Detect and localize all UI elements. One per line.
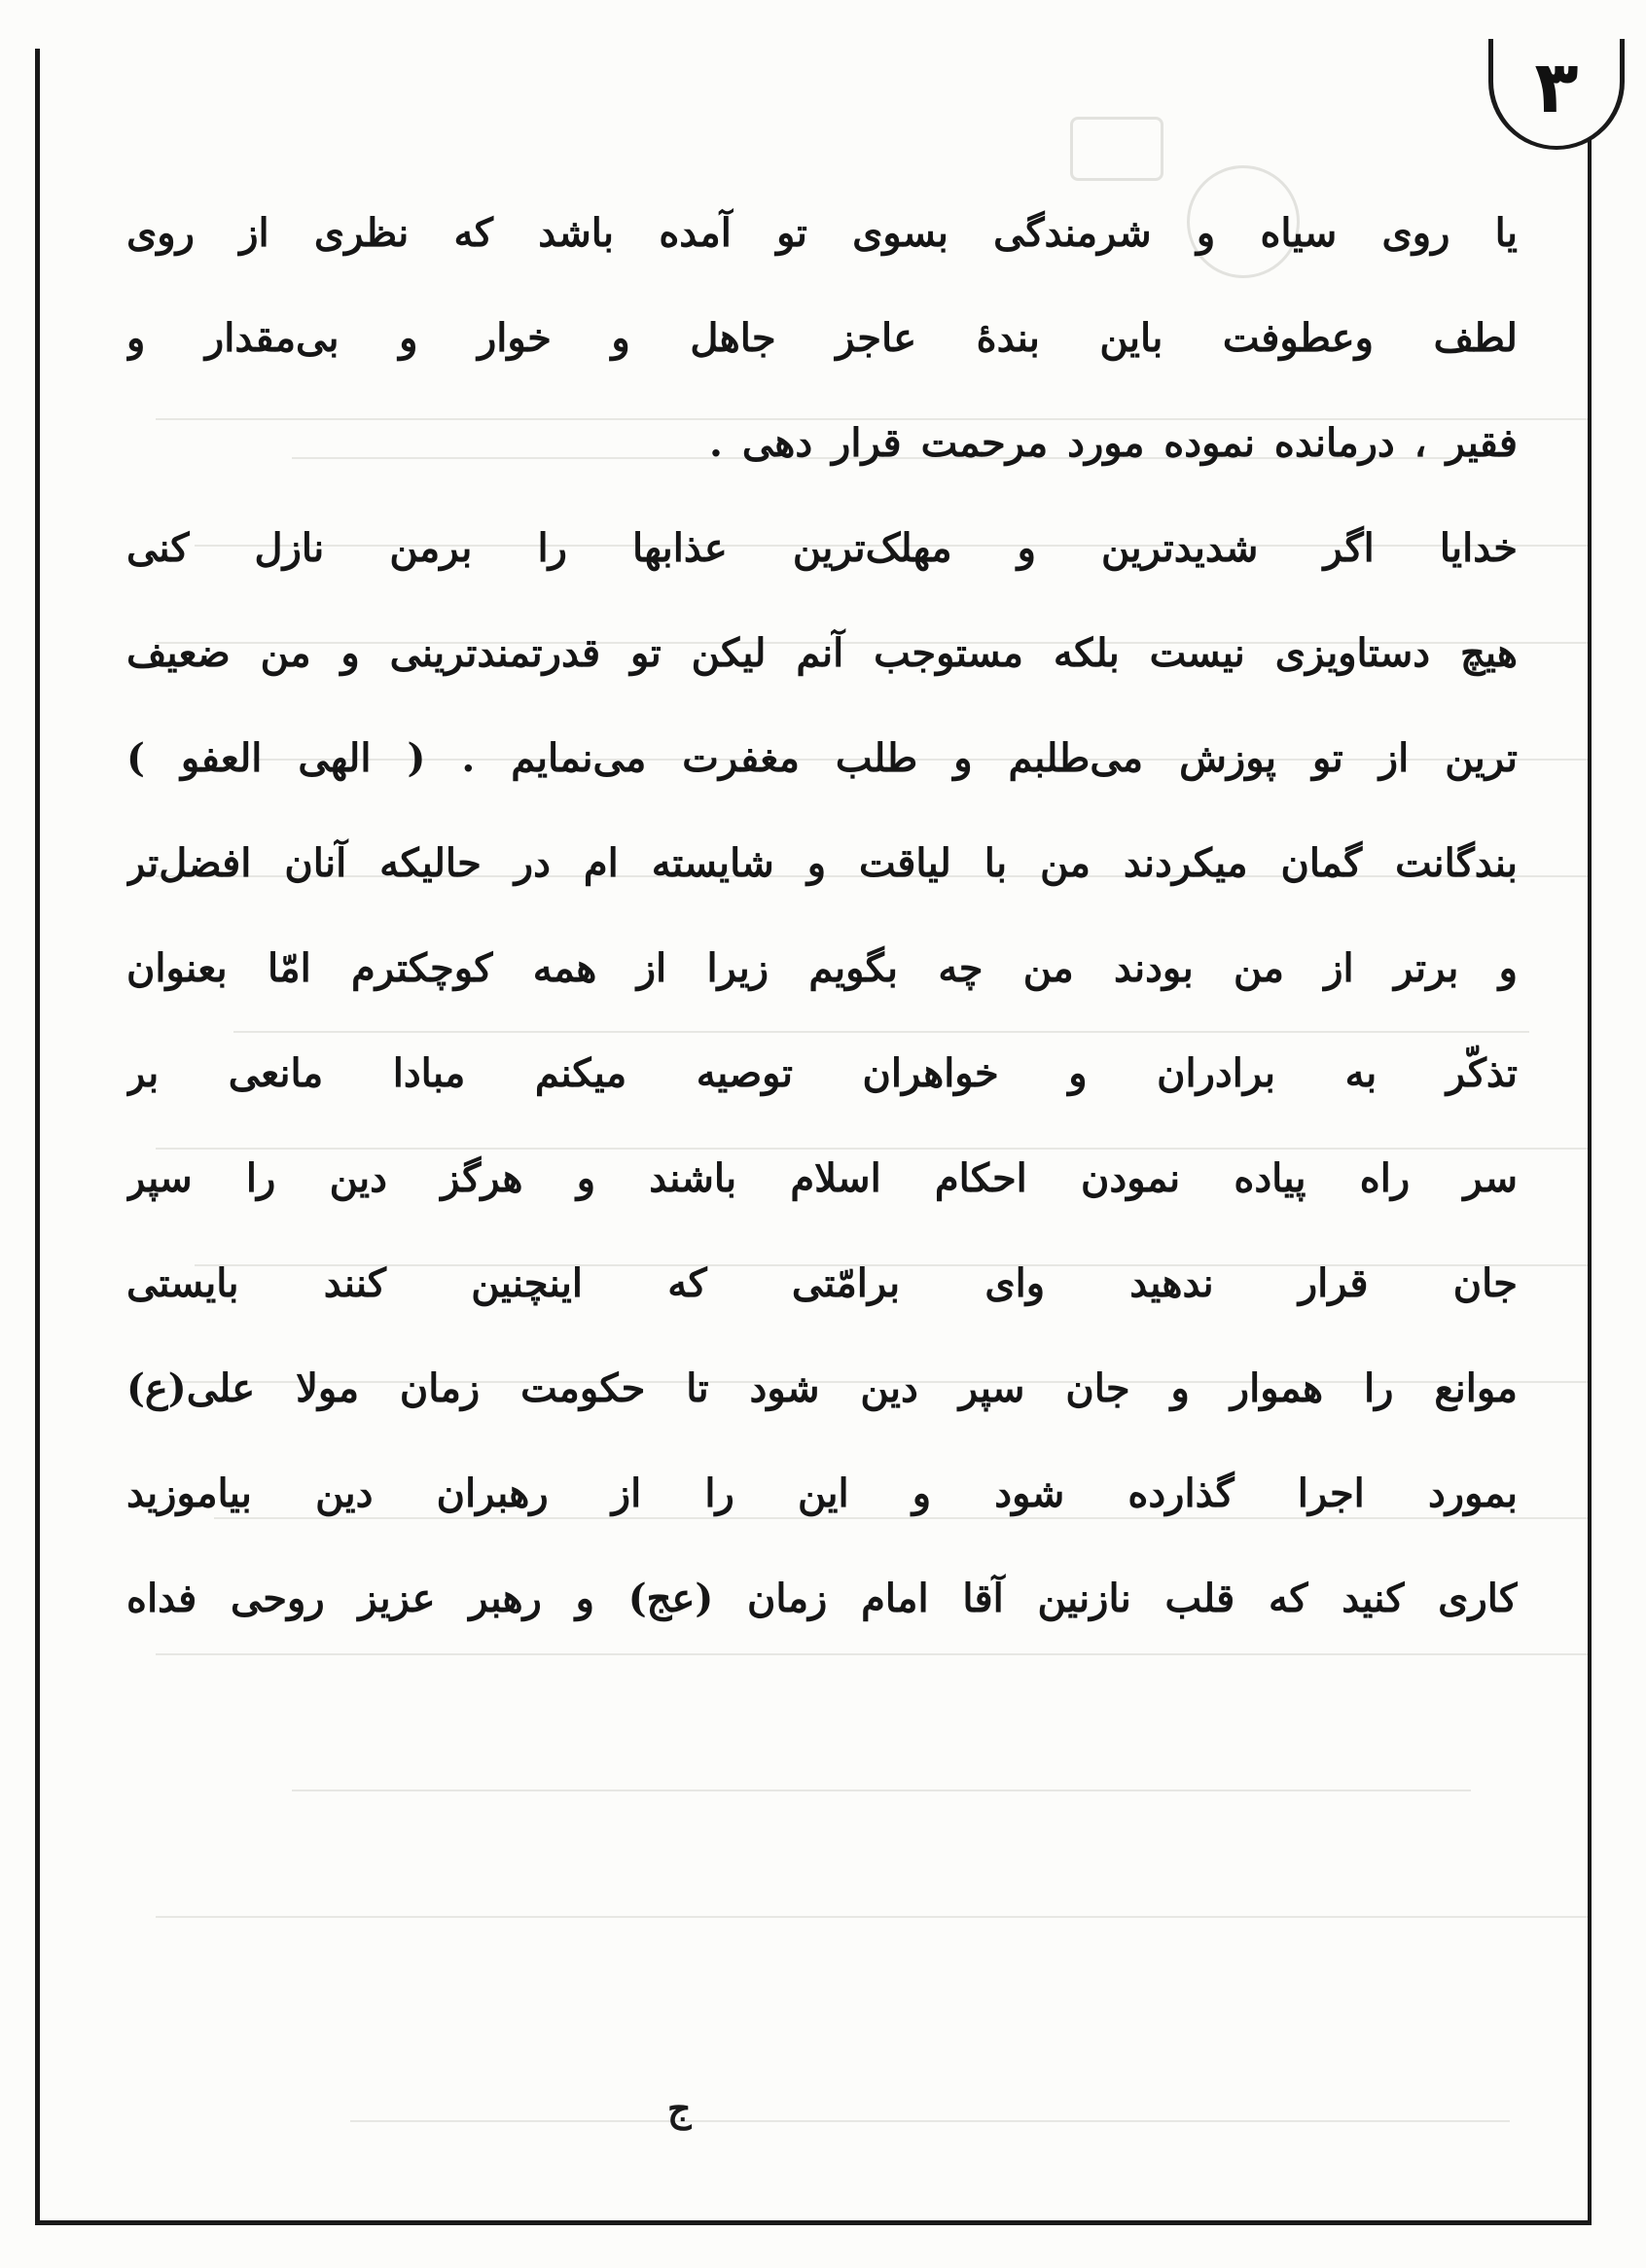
text-line: بندگانت گمان میکردند من با لیاقت و شایسته ام در حالیکه آنان افضل‌تر [126,840,1518,886]
text-line: بمورد اجرا گذارده شود و این را از رهبران دین بیاموزید [126,1471,1518,1516]
text-line: هیچ دستاویزی نیست بلکه مستوجب آنم لیکن تو قدرتمندترینی و من ضعیف [126,630,1518,676]
text-line: خدایا اگر شدیدترین و مهلک‌ترین عذابها را برمن نازل کنی [126,525,1518,571]
text-line: تذکّر به برادران و خواهران توصیه میکنم مبادا مانعی بر [126,1050,1518,1096]
text-line: سر راه پیاده نمودن احکام اسلام باشند و هرگز دین را سپر [126,1155,1518,1201]
page-number: ۳ [1488,39,1625,150]
text-line: و برتر از من بودند من چه بگویم زیرا از همه کوچکترم امّا بعنوان [126,945,1518,991]
handwritten-text-body [126,204,1518,1675]
text-line: یا روی سیاه و شرمندگی بسوی تو آمده باشد که نظری از روی [126,210,1518,256]
continuation-mark: ج [667,2086,692,2130]
text-line: لطف وعطوفت باین بندهٔ عاجز جاهل و خوار و بی‌مقدار و [126,315,1518,361]
text-line: جان قرار ندهید وای برامّتی که اینچنین کنند بایستی [126,1260,1518,1306]
text-line: کاری کنید که قلب نازنین آقا امام زمان (عج) و رهبر عزیز روحی فداه [126,1576,1518,1621]
text-line: فقیر ، درمانده نموده مورد مرحمت قرار دهی . [709,420,1518,466]
text-line: موانع را هموار و جان سپر دین شود تا حکومت زمان مولا علی(ع) [126,1365,1518,1411]
text-line: ترین از تو پوزش می‌طلبم و طلب مغفرت می‌نمایم . ( الهی العفو ) [126,735,1518,781]
